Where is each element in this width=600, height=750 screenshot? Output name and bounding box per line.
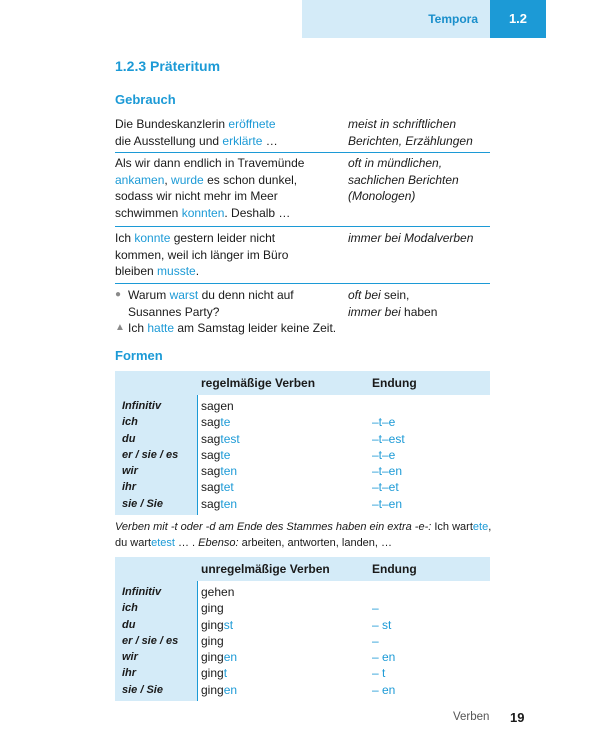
pronoun: Infinitiv	[122, 586, 162, 598]
verb-highlight: musste	[157, 264, 196, 278]
table-row	[115, 584, 490, 600]
verb-form	[201, 600, 224, 616]
verb-suffix: te	[220, 415, 231, 430]
ending: –t–est	[372, 431, 405, 446]
usage-explanation	[348, 116, 490, 149]
verb-suffix: t	[223, 666, 228, 681]
table-body	[115, 395, 490, 518]
pronoun: sie / Sie	[122, 683, 163, 696]
verb-highlight: konnten	[181, 205, 225, 220]
verb-form	[201, 633, 224, 649]
verb-highlight: warst	[169, 288, 199, 302]
ending: –t–en	[372, 496, 403, 511]
verb-suffix: en	[223, 650, 238, 665]
verb-suffix: ten	[220, 464, 238, 479]
table-row	[115, 617, 490, 633]
dialog-answer	[115, 320, 355, 337]
verb-form	[201, 463, 237, 479]
verb-stem: ging	[201, 666, 224, 681]
verb-form	[201, 431, 240, 447]
verb-suffix: en	[223, 682, 238, 697]
footer-label: Verben	[453, 711, 490, 723]
verb-highlight: eröffnete	[228, 117, 276, 131]
verb-suffix: st	[223, 617, 234, 632]
usage-example	[115, 116, 345, 149]
usage-explanation: immer bei Modalverben	[348, 231, 474, 245]
table-body	[115, 581, 490, 704]
pronoun: er / sie / es	[122, 448, 179, 461]
ending: –	[372, 601, 379, 616]
explanation-line: sachlichen Berichten	[348, 172, 459, 187]
note-text: arbeiten, antworten, landen, …	[238, 537, 393, 549]
ending: – en	[372, 650, 396, 665]
note-text: Verben mit -t oder -d am Ende des Stammes haben ein extra -e-:	[115, 521, 432, 533]
verb-form	[201, 584, 234, 600]
table-row	[115, 665, 490, 681]
verb-stem: ging	[201, 650, 224, 665]
explanation-line: immer bei	[348, 304, 401, 319]
verb-highlight: konnte	[134, 231, 171, 245]
verb-stem: sag	[201, 496, 221, 511]
verb-form	[201, 649, 237, 665]
ending: –t–e	[372, 415, 396, 430]
verb-highlight: ete	[472, 521, 489, 533]
usage-explanation	[348, 287, 490, 320]
note-text: Ebenso:	[198, 537, 239, 549]
regular-verbs-table	[115, 371, 490, 518]
example-text: Die Bundeskanzlerin	[115, 117, 229, 131]
verb-form	[201, 447, 230, 463]
circle-bullet-icon: ●	[115, 289, 122, 300]
example-text: …	[262, 133, 278, 148]
example-text: am Samstag leider keine Zeit.	[174, 321, 337, 335]
pronoun: ihr	[122, 667, 137, 680]
example-text: bleiben	[115, 264, 158, 278]
verb-stem: ging	[201, 617, 224, 632]
verb-highlight: wurde	[171, 172, 204, 187]
explanation-line: oft in mündlichen,	[348, 156, 443, 170]
chapter-header	[302, 0, 546, 38]
table-note	[115, 519, 495, 551]
note-text: … .	[174, 537, 199, 549]
example-text: gestern leider nicht	[170, 231, 276, 245]
example-text: Warum	[128, 288, 170, 302]
pronoun: du	[122, 618, 136, 631]
verb-stem: ging	[201, 682, 224, 697]
pronoun: Infinitiv	[122, 400, 162, 412]
example-text: sodass wir nicht mehr im Meer	[115, 189, 278, 203]
example-text: kommen, weil ich länger im Büro	[115, 247, 289, 262]
table-row	[115, 682, 490, 698]
verb-stem: sag	[201, 447, 221, 462]
verb-stem: gehen	[201, 585, 235, 599]
triangle-bullet-icon: ▲	[115, 322, 125, 333]
example-text: schwimmen	[115, 205, 182, 220]
table-row	[115, 431, 490, 447]
example-text: Susannes Party?	[128, 304, 220, 319]
note-text: Ich wart	[431, 521, 473, 533]
verb-stem: sag	[201, 464, 221, 479]
verb-suffix: ten	[220, 496, 238, 511]
pronoun: ihr	[122, 481, 137, 494]
ending: –t–et	[372, 480, 399, 495]
table-row	[115, 496, 490, 512]
section-title: 1.2.3 Präteritum	[115, 58, 221, 74]
verb-form	[201, 414, 230, 430]
pronoun: er / sie / es	[122, 634, 179, 647]
pronoun: wir	[122, 465, 138, 478]
table-row	[115, 649, 490, 665]
example-text: Ich	[115, 231, 135, 245]
verb-highlight: hatte	[147, 321, 175, 335]
verb-form	[201, 398, 234, 414]
verb-stem: ging	[201, 633, 224, 648]
column-header: regelmäßige Verben	[201, 376, 316, 390]
explanation-line: oft bei	[348, 288, 381, 302]
usage-table	[115, 116, 490, 338]
example-text: es schon dunkel,	[203, 172, 298, 187]
pronoun: ich	[122, 416, 138, 429]
verb-form	[201, 617, 233, 633]
table-row	[115, 479, 490, 495]
verb-highlight: ankamen	[115, 172, 165, 187]
usage-example	[115, 230, 345, 280]
verb-form	[201, 496, 237, 512]
ending: –	[372, 633, 379, 648]
pronoun: ich	[122, 602, 138, 615]
verb-suffix: tet	[220, 480, 234, 495]
pronoun: wir	[122, 651, 138, 664]
ending: – t	[372, 666, 386, 681]
example-text: Als wir dann endlich in Travemünde	[115, 156, 305, 170]
column-header: unregelmäßige Verben	[201, 562, 330, 576]
verb-stem: sagen	[201, 399, 234, 413]
explanation-line: (Monologen)	[348, 189, 416, 203]
explanation-word: sein,	[380, 288, 410, 302]
verb-form	[201, 682, 237, 698]
chapter-number: 1.2	[490, 0, 546, 38]
chapter-topic: Tempora	[302, 0, 490, 38]
example-text: die Ausstellung und	[115, 133, 223, 148]
verb-stem: sag	[201, 431, 221, 446]
usage-explanation	[348, 155, 490, 205]
usage-row	[115, 153, 490, 227]
usage-row	[115, 116, 490, 153]
ending: – st	[372, 617, 392, 632]
table-row	[115, 600, 490, 616]
verb-suffix: test	[220, 431, 240, 446]
page-number: 19	[510, 710, 525, 725]
usage-row	[115, 284, 490, 338]
example-text: Ich	[128, 321, 148, 335]
table-row	[115, 414, 490, 430]
usage-example	[115, 155, 345, 221]
example-text: . Deshalb …	[224, 205, 291, 220]
ending: –t–e	[372, 447, 396, 462]
pronoun: du	[122, 432, 136, 445]
verb-suffix: te	[220, 447, 231, 462]
table-row	[115, 463, 490, 479]
irregular-verbs-table	[115, 557, 490, 704]
verb-stem: sag	[201, 415, 221, 430]
usage-example	[115, 287, 355, 337]
column-header: Endung	[372, 376, 417, 390]
verb-form	[201, 665, 227, 681]
example-text: .	[195, 264, 200, 278]
note-text: ,	[488, 521, 492, 533]
explanation-line: Berichten, Erzählungen	[348, 133, 473, 148]
example-text: ,	[164, 172, 172, 187]
table-row	[115, 398, 490, 414]
pronoun: sie / Sie	[122, 497, 163, 510]
example-text: du denn nicht auf	[198, 288, 294, 302]
table-header	[115, 371, 490, 395]
dialog-question	[115, 287, 355, 320]
formen-heading: Formen	[115, 348, 163, 363]
explanation-line: meist in schriftlichen	[348, 117, 457, 131]
explanation-word: haben	[400, 304, 438, 319]
verb-stem: ging	[201, 601, 224, 616]
ending: – en	[372, 682, 396, 697]
table-row	[115, 633, 490, 649]
table-header	[115, 557, 490, 581]
ending: –t–en	[372, 464, 403, 479]
verb-stem: sag	[201, 480, 221, 495]
verb-highlight: etest	[151, 537, 175, 549]
verb-form	[201, 479, 234, 495]
note-text: du wart	[115, 537, 152, 549]
column-header: Endung	[372, 562, 417, 576]
gebrauch-heading: Gebrauch	[115, 92, 176, 107]
table-row	[115, 447, 490, 463]
verb-highlight: erklärte	[222, 133, 263, 148]
usage-row	[115, 227, 490, 284]
